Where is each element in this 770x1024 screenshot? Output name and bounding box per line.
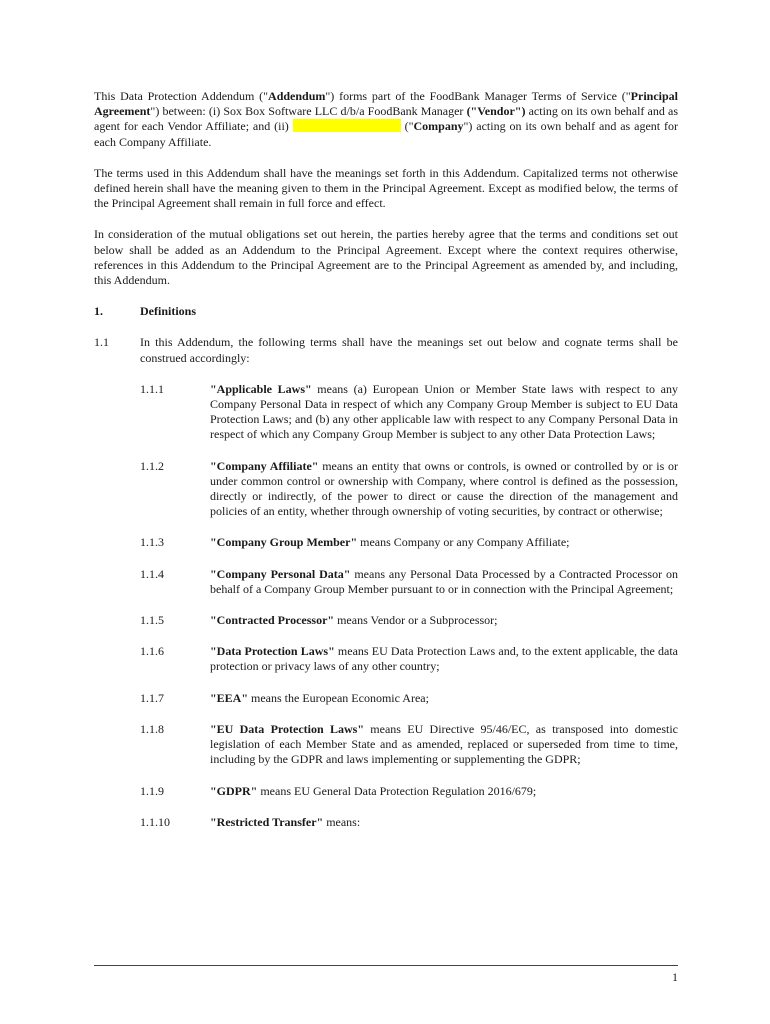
definition-item	[140, 691, 678, 706]
definition-body: means:	[323, 814, 361, 829]
definition-body: means an entity that owns or controls, is owned or controlled by or is or under common control or ownership with Company, where control is defined as the possession, directly or indirectly, of the power to direct or cause the direction of the management and policies of an entity, whether through ownership of voting securities, by contract or otherwise;	[210, 458, 679, 519]
clause-number: 1.1	[94, 335, 109, 350]
definition-term: "Company Group Member"	[210, 535, 358, 550]
term-principal-agreement: Principal Agreement	[94, 89, 679, 119]
intro-paragraph-terms: The terms used in this Addendum shall have the meanings set forth in this Addendum. Capitalized terms not otherwise defined herein shall have the meaning given to them in the Principal Agreement. Except as modified below, the terms of the Principal Agreement shall remain in full force and effect.	[94, 165, 678, 211]
term-company: Company	[413, 119, 464, 134]
definition-number: 1.1.1	[140, 381, 164, 396]
definition-item	[140, 459, 678, 520]
page-number: 1	[672, 970, 678, 984]
definition-number: 1.1.3	[140, 535, 164, 550]
definition-number: 1.1.5	[140, 613, 164, 628]
definition-body: means EU Data Protection Laws and, to the extent applicable, the data protection or privacy laws of any other country;	[210, 644, 679, 674]
section-heading-definitions	[94, 304, 678, 319]
section-title: Definitions	[140, 304, 197, 319]
definition-number: 1.1.8	[140, 721, 164, 736]
definition-item	[140, 567, 678, 597]
clause-text: In this Addendum, the following terms shall have the meanings set out below and cognate terms shall be construed accordingly:	[140, 335, 678, 365]
definition-text	[210, 644, 678, 674]
definition-number: 1.1.10	[140, 814, 170, 829]
text-run: ") acting on its own behalf and as agent for each Company Affiliate.	[94, 119, 678, 149]
clause-1-1	[94, 335, 678, 365]
definition-body: means EU Directive 95/46/EC, as transposed into domestic legislation of each Member State and as amended, replaced or superseded from time to time, including by the GDPR and laws implementing or supplementing the GDPR;	[210, 721, 679, 767]
term-vendor: ("Vendor")	[466, 104, 526, 119]
definition-item	[140, 784, 678, 799]
definition-text	[210, 567, 678, 597]
definition-text	[210, 613, 678, 628]
definition-item	[140, 644, 678, 674]
definition-body: means (a) European Union or Member State laws with respect to any Company Personal Data in respect of which any Company Group Member is subject to EU Data Protection Laws; and (b) any other applicable law with respect to any Company Personal Data in respect of which any Company Group Member is subject to any other Data Protection Laws;	[210, 381, 678, 442]
definition-body: means any Personal Data Processed by a Contracted Processor on behalf of a Company Group Member pursuant to or in connection with the Principal Agreement;	[210, 566, 678, 596]
section-number: 1.	[94, 304, 103, 319]
definition-term: "EU Data Protection Laws"	[210, 721, 364, 736]
definition-item	[140, 815, 678, 830]
definition-term: "Company Personal Data"	[210, 566, 351, 581]
text-run: ("	[400, 119, 414, 134]
definition-number: 1.1.7	[140, 690, 164, 705]
text-run: ") between: (i) Sox Box Software LLC d/b/a FoodBank Manager	[150, 104, 467, 119]
definition-term: "Applicable Laws"	[210, 381, 312, 396]
definition-number: 1.1.4	[140, 566, 164, 581]
definition-item	[140, 613, 678, 628]
company-name-blank-highlight	[293, 119, 401, 132]
definition-text	[210, 459, 678, 520]
text-run: acting on its own behalf and as agent for each Vendor Affiliate; and (ii)	[94, 104, 678, 134]
definition-number: 1.1.6	[140, 644, 164, 659]
intro-paragraph-parties	[94, 89, 678, 150]
definition-text	[210, 784, 678, 799]
definition-text	[210, 722, 678, 768]
definition-text	[210, 691, 678, 706]
definition-text	[210, 815, 678, 830]
definition-body: means the European Economic Area;	[248, 690, 429, 705]
definition-text	[210, 382, 678, 443]
definition-body: means EU General Data Protection Regulation 2016/679;	[257, 783, 537, 798]
document-body	[94, 89, 678, 846]
definition-item	[140, 722, 678, 768]
definition-term: "Contracted Processor"	[210, 613, 335, 628]
definition-term: "GDPR"	[210, 783, 258, 798]
intro-paragraph-consideration: In consideration of the mutual obligations set out herein, the parties hereby agree that the terms and conditions set out below shall be added as an Addendum to the Principal Agreement. Except where the context requires otherwise, references in this Addendum to the Principal Agreement are to the Principal Agreement as amended by, and including, this Addendum.	[94, 227, 678, 288]
definition-term: "Data Protection Laws"	[210, 644, 335, 659]
text-run: This Data Protection Addendum ("	[94, 89, 269, 103]
definition-term: "Company Affiliate"	[210, 458, 319, 473]
definition-number: 1.1.2	[140, 458, 164, 473]
footer-divider	[94, 965, 678, 966]
definition-term: "Restricted Transfer"	[210, 814, 324, 829]
definition-text	[210, 535, 678, 550]
definition-number: 1.1.9	[140, 783, 164, 798]
definition-term: "EEA"	[210, 690, 248, 705]
text-run: ") forms part of the FoodBank Manager Terms of Service ("	[325, 89, 631, 103]
definition-item	[140, 535, 678, 550]
term-addendum: Addendum	[268, 89, 326, 103]
definition-item	[140, 382, 678, 443]
definition-body: means Company or any Company Affiliate;	[357, 535, 570, 550]
definition-body: means Vendor or a Subprocessor;	[334, 613, 498, 628]
